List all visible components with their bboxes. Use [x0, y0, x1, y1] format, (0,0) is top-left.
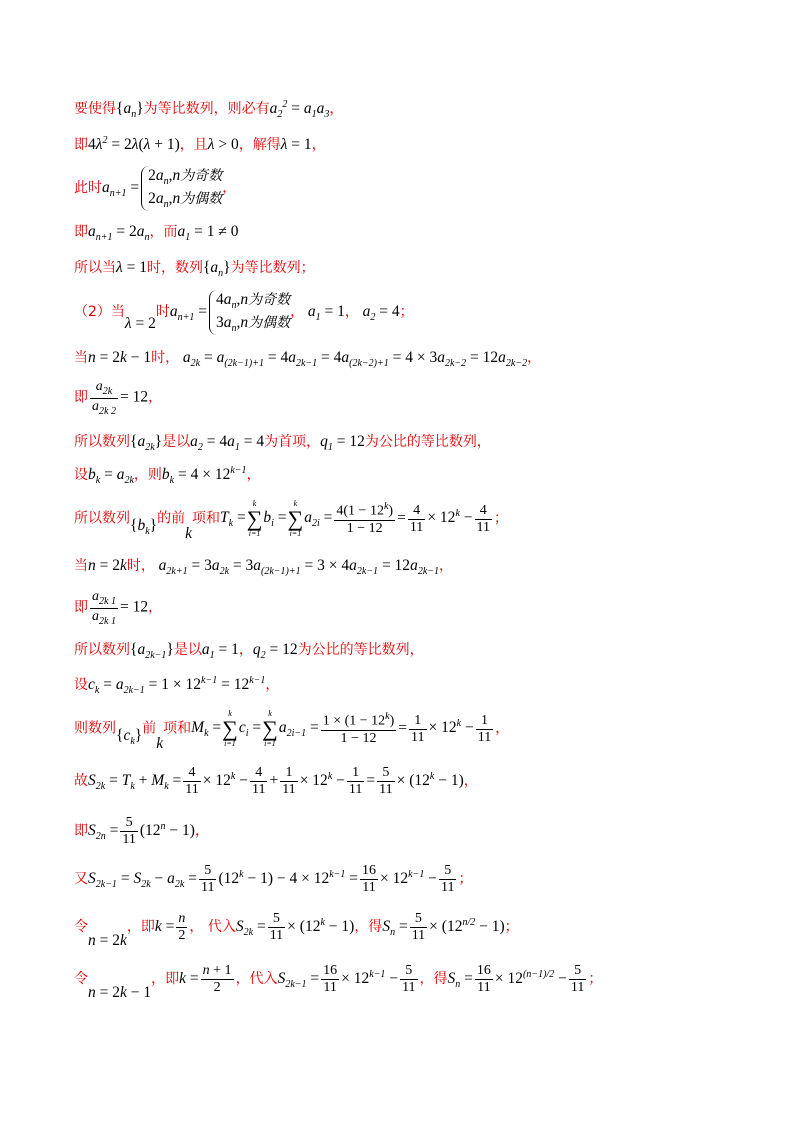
text: 前 — [142, 720, 157, 737]
text: ，解得 — [238, 137, 281, 154]
text: 为首项， — [264, 434, 321, 450]
text: ； — [504, 918, 519, 935]
text: 即 — [74, 599, 88, 616]
text: ， — [148, 599, 163, 616]
text: 又 — [74, 870, 88, 887]
text: 即 — [74, 822, 88, 839]
text: 所以数列 — [74, 642, 130, 658]
text: ， — [222, 180, 237, 197]
line-19: 又$S_{2k-1} = S_{2k} - a_{2k}$ = $\frac{5}{11}$ $(12^k - 1) - 4 \times 12^{k-1}$ = $\frac{16}{11}$ × $12^{k-1}$ − $\frac{5}{11}$ ； — [74, 863, 473, 895]
text: ， — [290, 304, 305, 321]
text: ， — [194, 822, 209, 839]
text: ， — [311, 137, 326, 154]
text: ， — [329, 101, 344, 118]
text: 所以当 — [74, 260, 116, 276]
text: ，得 — [354, 918, 383, 935]
text: ，而 — [149, 224, 178, 240]
text: 要使得 — [74, 101, 116, 118]
text: 项和 — [163, 720, 192, 737]
text: ，代入 — [235, 970, 278, 987]
text: ， — [344, 304, 359, 321]
text: 所以数列 — [74, 510, 130, 527]
text: 是以 — [173, 642, 202, 658]
text: ，即 — [126, 918, 155, 935]
line-9: 所以数列$\{a_{2k}\}$是以$a_2 = 4a_1 = 4$为首项，$q_1 = 12$为公比的等比数列， — [74, 433, 491, 454]
text: 即 — [74, 224, 88, 240]
text: 故 — [74, 772, 88, 789]
text: ， — [439, 558, 453, 574]
text: ，即 — [151, 970, 180, 987]
text: 令 — [74, 918, 88, 935]
text: ； — [588, 970, 603, 987]
text: ， — [238, 642, 253, 658]
line-11: 所以数列$\{b_k\}$的前k项和$T_k$ = k ∑ i=1 $b_i$ = k ∑ i=1 $a_{2i}$ = $\frac{4(1 - 12^k)}{1 - 12}$ = $\frac{4}{11}$ × $12^k$ − $\frac{4}{11}$ ； — [74, 499, 508, 543]
line-17: 故$S_{2k} = T_k + M_k$ = $\frac{4}{11}$ × $12^k$ − $\frac{4}{11}$ + $\frac{1}{11}$ × $12^k$ − $\frac{1}{11}$ = $\frac{5}{11}$ × $(12^k - 1)$， — [74, 765, 478, 797]
text: ， — [463, 772, 478, 789]
text: ，且 — [179, 137, 208, 154]
text: 当 — [74, 350, 88, 366]
text: 为等比数列； — [230, 260, 315, 276]
text: 为公比的等比数列， — [364, 434, 491, 450]
text: ； — [399, 304, 414, 321]
line-3: 此时$a_{n+1}$ = $2a_n,n$为奇数 $2a_n,n$为偶数 ， — [74, 167, 237, 210]
line-7: 当n = 2k − 1时， $a_{2k} = a_{(2k-1)+1} = 4a_{2k-1} = 4a_{(2k-2)+1} = 4 \times 3a_{2k-2} = 12a_{2k-2}$， — [74, 349, 542, 370]
text: ， — [495, 720, 510, 737]
line-1: 要使得$\{a_n\}$为等比数列，则必有$a_2^2 = a_1a_3$， — [74, 99, 344, 121]
text: ，则 — [133, 467, 162, 484]
line-5: 所以当λ = 1时，数列$\{a_n\}$为等比数列； — [74, 259, 315, 280]
line-8: 即 $\frac{a_{2k}}{a_{2k 2}}$ = 12， — [74, 379, 163, 417]
text: ； — [458, 870, 473, 887]
line-2: 即$4\lambda^2 = 2\lambda(\lambda + 1)$，且λ > 0，解得λ = 1， — [74, 135, 326, 154]
text: ， — [246, 467, 261, 484]
text: 时，数列 — [146, 260, 203, 276]
text: 即 — [74, 137, 88, 154]
text: 即 — [74, 389, 88, 406]
line-6: （2）当λ = 2时$a_{n+1}$ = $4a_n,n$为奇数 $3a_n,n$为偶数 ， $a_1 = 1$， $a_2 = 4$； — [74, 291, 414, 334]
text: 当 — [74, 558, 88, 574]
text: 是以 — [162, 434, 191, 450]
text: ，得 — [419, 970, 448, 987]
line-16: 则数列$\{c_k\}$前k项和$M_k$ = k ∑ i=1 $c_i$ = k ∑ i=1 $a_{2i-1}$ = $\frac{1 \times (1 - 12^k)}{1 - 12}$ = $\frac{1}{11}$ × $12^k$ − $\frac{1}{11}$ ， — [74, 709, 510, 753]
text: ， 代入 — [189, 918, 236, 935]
line-14: 所以数列$\{a_{2k-1}\}$是以$a_1 = 1$，$q_2 = 12$为公比的等比数列， — [74, 641, 424, 662]
text: 此时 — [74, 180, 102, 197]
line-20: 令n = 2k，即k = $\frac{n}{2}$ ， 代入$S_{2k}$ = $\frac{5}{11}$ × $(12^k - 1)$，得$S_n$ = $\frac{5}{11}$ × $(12^{n/2} - 1)$； — [74, 911, 519, 949]
text: 则数列 — [74, 720, 116, 737]
text: 时 — [155, 304, 170, 321]
text: 时， — [126, 558, 155, 574]
line-13: 即 $\frac{a_{2k 1}}{a_{2k 1}}$ = 12， — [74, 589, 163, 627]
text: 令 — [74, 970, 88, 987]
text: ； — [494, 510, 508, 527]
text: 设 — [74, 677, 88, 694]
text: ， — [527, 350, 542, 366]
text: 所以数列 — [74, 434, 130, 450]
text: ， — [148, 389, 163, 406]
cases-brace: $4a_n,n$为奇数 $3a_n,n$为偶数 — [209, 290, 290, 335]
text: 的前 — [157, 510, 186, 527]
line-21: 令n = 2k − 1，即k = $\frac{n + 1}{2}$ ，代入$S_{2k-1}$ = $\frac{16}{11}$ × $12^{k-1}$ − $\frac{5}{11}$ ，得$S_n$ = $\frac{16}{11}$ × $12^{(n-1)/2}$ − $\frac{5}{11}$ ； — [74, 963, 603, 1001]
cases-brace: $2a_n,n$为奇数 $2a_n,n$为偶数 — [141, 166, 222, 211]
line-4: 即$a_{n+1} = 2a_n$，而$a_1 = 1 \ne 0$ — [74, 223, 239, 244]
line-12: 当n = 2k时， $a_{2k+1} = 3a_{2k} = 3a_{(2k-1)+1} = 3 \times 4a_{2k-1} = 12a_{2k-1}$， — [74, 557, 453, 578]
text: 设 — [74, 467, 88, 484]
text: 时， — [151, 350, 180, 366]
text: ， — [265, 677, 280, 694]
text: 为公比的等比数列， — [297, 642, 424, 658]
text: （2）当 — [74, 304, 125, 321]
line-10: 设$b_k = a_{2k}$，则$b_k = 4 \times 12^{k-1}$， — [74, 465, 261, 487]
text: 为等比数列，则必有 — [143, 101, 270, 118]
line-18: 即$S_{2n}$ = $\frac{5}{11}$ (12$^n$ − 1)， — [74, 815, 209, 847]
line-15: 设$c_k = a_{2k-1} = 1 \times 12^{k-1} = 12^{k-1}$， — [74, 675, 280, 697]
text: 项和 — [192, 510, 220, 527]
